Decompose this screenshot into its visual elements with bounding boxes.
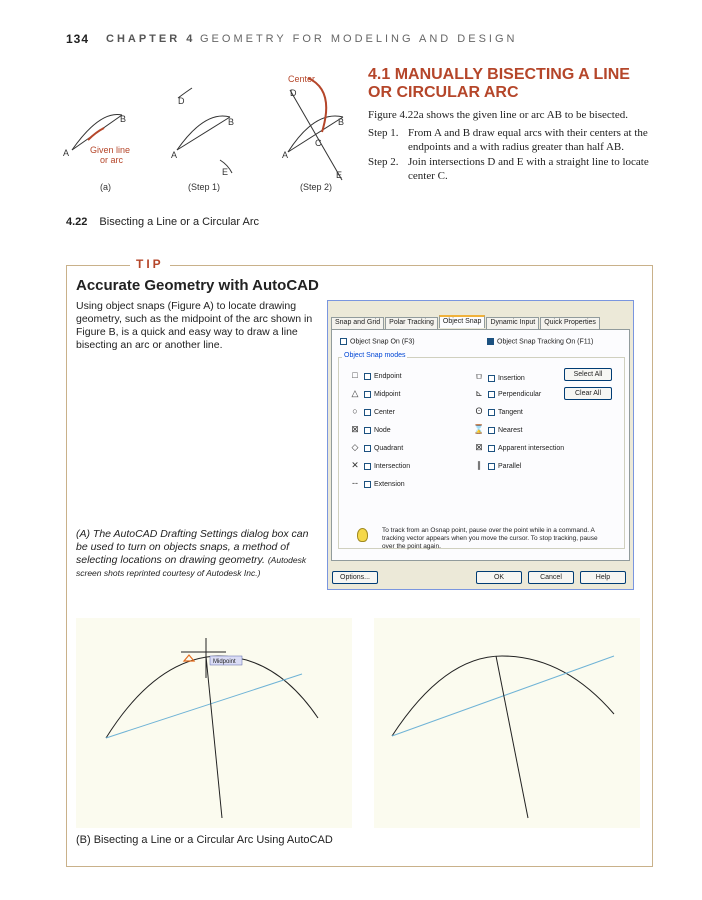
nearest-icon: ⌛ (473, 424, 485, 434)
mode-extension[interactable]: -- Extension (348, 478, 405, 488)
drafting-settings-dialog (327, 300, 634, 590)
svg-text:D: D (290, 88, 297, 98)
tip-label: TIP (130, 257, 170, 271)
label-a1: A (63, 148, 70, 158)
step2: Step 2. Join intersections D and E with a straight line to locate center C. (368, 156, 649, 182)
svg-text:A: A (171, 150, 178, 160)
perpendicular-icon: ⊾ (475, 388, 483, 398)
given-line-label: Given line (90, 145, 131, 155)
tangent-icon: ʘ (475, 406, 483, 416)
mode-node[interactable]: ⊠ Node (348, 424, 391, 435)
mode-perpendicular[interactable]: ⊾ Perpendicular (472, 388, 541, 399)
midpoint-tag: Midpoint (213, 659, 236, 665)
chapter-label: CHAPTER 4 (106, 33, 196, 45)
select-all-button[interactable]: Select All (564, 368, 612, 381)
section-title: 4.1 MANUALLY BISECTING A LINE OR CIRCULAR ARC (368, 66, 630, 101)
midpoint-icon: △ (351, 388, 359, 398)
caption-a: (A) The AutoCAD Drafting Settings dialog box can be used to turn on objects snaps, a method of selecting locations on drawing geometry. (Autodesk screen shots reprinted courtesy of Autodesk Inc.) (76, 528, 309, 578)
tracking-on-checkbox[interactable]: Object Snap Tracking On (F11) (487, 338, 593, 345)
step-a: (a) (100, 182, 111, 192)
svg-text:B: B (228, 117, 235, 127)
figure-caption: 4.22 Bisecting a Line or a Circular Arc (66, 216, 259, 228)
parallel-icon: ∥ (476, 460, 482, 470)
svg-text:D: D (178, 96, 185, 106)
tab-snap-grid[interactable]: Snap and Grid (331, 317, 384, 330)
svg-text:A: A (282, 150, 289, 160)
caption-b: (B) Bisecting a Line or a Circular Arc Using AutoCAD (76, 834, 333, 846)
node-icon: ⊠ (351, 424, 359, 434)
mode-apparent-intersection[interactable]: ⊠ Apparent intersection (472, 442, 564, 453)
section-intro: Figure 4.22a shows the given line or arc AB to be bisected. (368, 109, 628, 121)
tab-polar-tracking[interactable]: Polar Tracking (385, 317, 438, 330)
mode-center[interactable]: ○ Center (348, 406, 395, 416)
tab-quick-properties[interactable]: Quick Properties (540, 317, 600, 330)
intersection-icon: ✕ (351, 460, 359, 470)
lightbulb-icon (357, 528, 368, 542)
insertion-icon: ㅁ (474, 372, 484, 382)
options-button[interactable]: Options... (332, 571, 378, 584)
clear-all-button[interactable]: Clear All (564, 387, 612, 400)
svg-text:or arc: or arc (100, 155, 124, 165)
cancel-button[interactable]: Cancel (528, 571, 574, 584)
help-button[interactable]: Help (580, 571, 626, 584)
svg-text:E: E (222, 167, 229, 177)
tab-object-snap[interactable]: Object Snap (439, 315, 486, 328)
tab-dynamic-input[interactable]: Dynamic Input (486, 317, 539, 330)
osnap-on-checkbox[interactable]: Object Snap On (F3) (340, 338, 415, 345)
mode-tangent[interactable]: ʘ Tangent (472, 406, 523, 416)
mode-midpoint[interactable]: △ Midpoint (348, 388, 400, 399)
object-snap-pane (331, 329, 630, 561)
apparent-intersection-icon: ⊠ (475, 442, 483, 452)
step-1: (Step 1) (188, 182, 221, 192)
extension-icon: -- (352, 478, 358, 488)
mode-nearest[interactable]: ⌛ Nearest (473, 424, 523, 434)
step1: Step 1. From A and B draw equal arcs with their centers at the endpoints and a with radius greater than half AB. (368, 127, 648, 153)
mode-quadrant[interactable]: ◇ Quadrant (348, 442, 403, 453)
tip-text: Using object snaps (Figure A) to locate drawing geometry, such as the midpoint of the arc shown in Figure B, is a quick and easy way to draw a line bisecting an arc or another line. (76, 300, 313, 351)
quadrant-icon: ◇ (351, 442, 359, 452)
mode-parallel[interactable]: ∥ Parallel (472, 460, 521, 471)
chapter-title: GEOMETRY FOR MODELING AND DESIGN (200, 33, 518, 45)
svg-text:B: B (338, 117, 345, 127)
center-icon: ○ (352, 406, 358, 416)
osnap-modes-group (338, 357, 625, 549)
tracking-hint: To track from an Osnap point, pause over the point while in a command. A tracking vector appears when you move the cursor. To stop tracking, pause over the point again. (382, 527, 598, 550)
center-label: Center (288, 74, 316, 84)
mode-insertion[interactable]: ㅁ Insertion (472, 370, 525, 383)
svg-text:B: B (120, 114, 127, 124)
page-number: 134 (66, 32, 90, 46)
ok-button[interactable]: OK (476, 571, 522, 584)
tip-title: Accurate Geometry with AutoCAD (76, 277, 319, 294)
svg-text:E: E (336, 170, 343, 180)
cad-screenshot-right (374, 618, 640, 828)
step-2: (Step 2) (300, 182, 333, 192)
mode-endpoint[interactable]: □ Endpoint (348, 370, 402, 380)
cad-screenshot-left (76, 618, 352, 828)
svg-text:C: C (315, 138, 322, 148)
endpoint-icon: □ (352, 370, 358, 380)
mode-intersection[interactable]: ✕ Intersection (348, 460, 410, 471)
osnap-modes-label: Object Snap modes (344, 352, 406, 359)
figure-4-22 (60, 70, 360, 200)
